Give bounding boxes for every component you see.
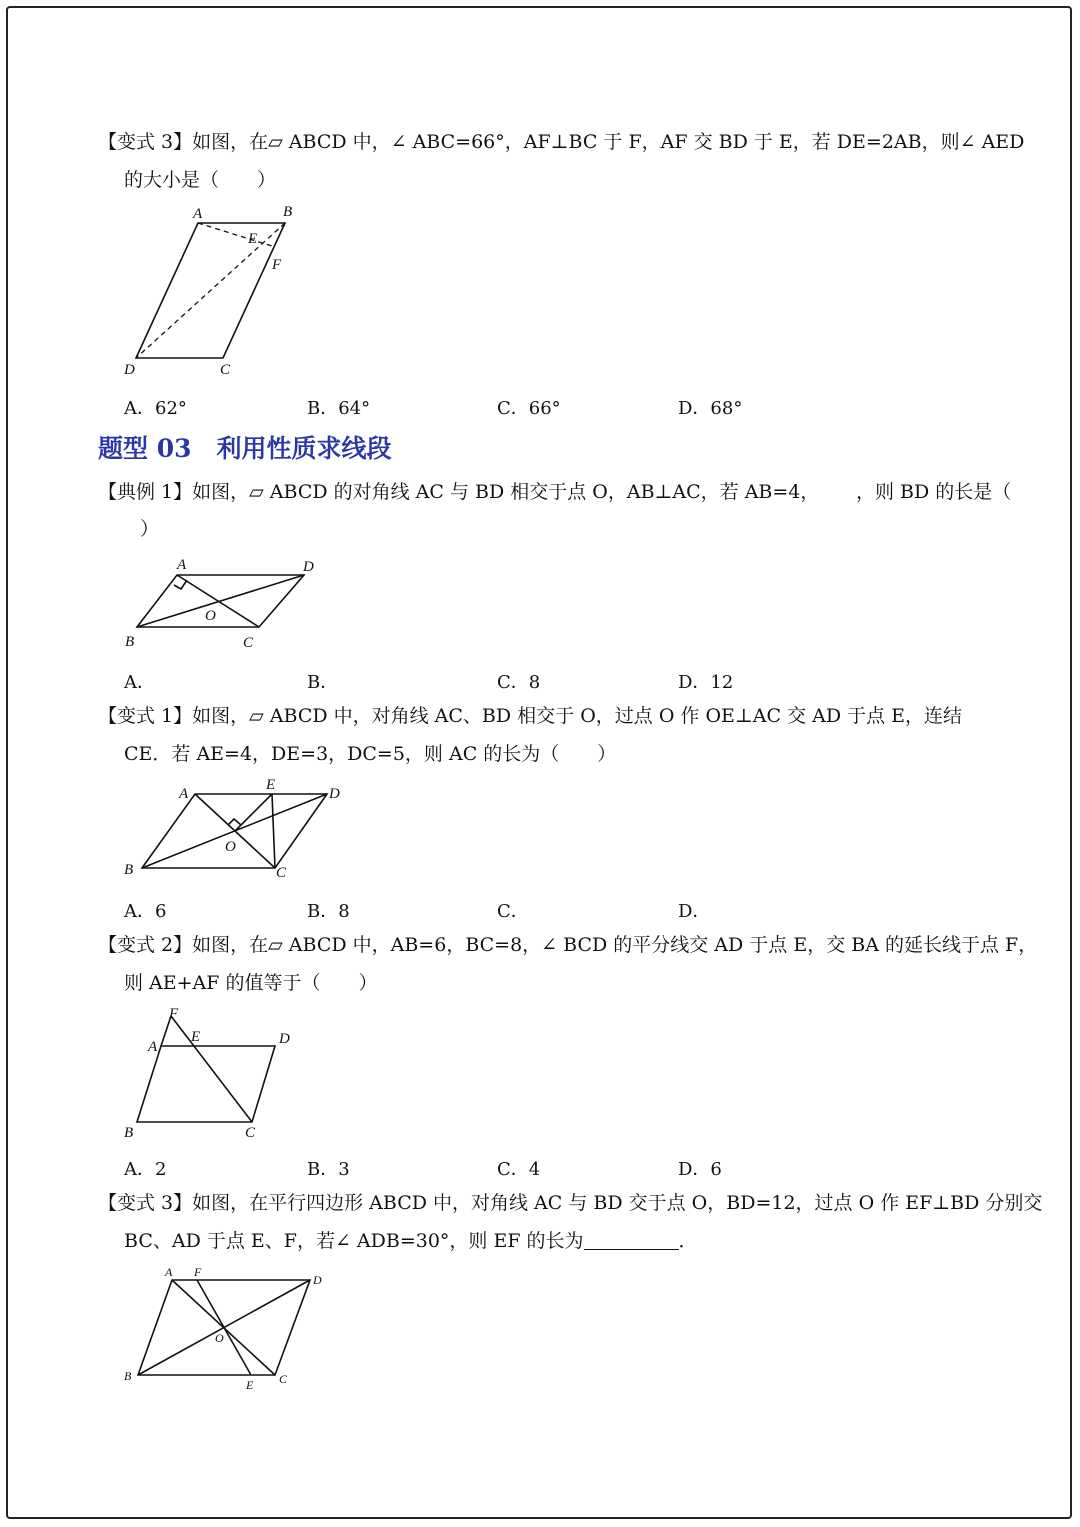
q1-text-line2: 的大小是（ ） — [124, 169, 277, 191]
q1-option-b: B．64° — [307, 398, 371, 419]
q4-option-d: D．6 — [678, 1159, 722, 1180]
q2-option-c: C．8 — [497, 672, 541, 693]
q4-label-d: D — [279, 1031, 290, 1047]
q3-label-e: E — [266, 777, 276, 793]
q3-label-b: B — [124, 862, 134, 878]
q2-label-a: A — [177, 557, 187, 573]
q4-option-a: A．2 — [124, 1159, 167, 1180]
q2-diagonal-bd — [137, 575, 304, 627]
q2-text-line1a: 【典例 1】如图，▱ ABCD 的对角线 AC 与 BD 相交于点 O，AB⊥AC，若 AB=4， — [98, 481, 820, 503]
q2-text-line1b: ，则 BD 的长是（ — [856, 481, 1012, 503]
q3-label-c: C — [276, 865, 287, 881]
q5-label-o: O — [215, 1331, 224, 1345]
q5-figure — [115, 1262, 335, 1397]
q5-label-c: C — [279, 1372, 288, 1386]
q4-label-a: A — [148, 1039, 158, 1055]
q3-segment-ce — [272, 794, 275, 868]
q4-bisector-cf — [171, 1016, 252, 1122]
q5-label-e: E — [246, 1378, 254, 1392]
q5-label-d: D — [313, 1273, 322, 1287]
q2-label-b: B — [125, 634, 135, 650]
q5-text-line2 — [124, 1229, 698, 1253]
q5-text-line2a: BC、AD 于点 E、F，若∠ ADB=30°，则 EF 的长为 — [124, 1230, 584, 1252]
q4-option-c: C．4 — [497, 1159, 541, 1180]
q3-figure — [115, 774, 355, 884]
q3-option-d: D． — [678, 901, 711, 922]
q2-option-b: B． — [307, 672, 339, 693]
q4-figure — [115, 1004, 305, 1144]
q1-label-f: F — [272, 257, 282, 273]
q3-label-o: O — [225, 839, 236, 855]
q2-label-d: D — [303, 559, 314, 575]
q2-option-d: D．12 — [678, 672, 734, 693]
q1-option-c: C．66° — [497, 398, 561, 419]
q3-right-angle-mark — [228, 819, 241, 825]
q4-label-b: B — [124, 1125, 134, 1141]
q5-label-b: B — [124, 1369, 132, 1383]
q5-text-line1: 【变式 3】如图，在平行四边形 ABCD 中，对角线 AC 与 BD 交于点 O，BD=12，过点 O 作 EF⊥BD 分别交 — [98, 1192, 1043, 1214]
section-heading: 题型 03 利用性质求线段 — [98, 434, 392, 463]
q4-label-e: E — [191, 1029, 201, 1045]
q4-label-f: F — [169, 1006, 179, 1022]
q4-text-line1: 【变式 2】如图，在▱ ABCD 中，AB=6，BC=8，∠ BCD 的平分线交 AD 于点 E，交 BA 的延长线于点 F， — [98, 934, 1038, 956]
q2-right-angle-mark — [174, 580, 187, 589]
q3-option-b: B．8 — [307, 901, 350, 922]
q4-parallelogram — [137, 1046, 275, 1122]
q1-label-a: A — [193, 206, 203, 222]
q1-option-a: A．62° — [124, 398, 187, 419]
q1-figure — [115, 200, 315, 380]
q1-label-e: E — [248, 231, 258, 247]
q3-diagonal-bd — [142, 794, 327, 868]
q5-label-a: A — [165, 1265, 173, 1279]
q3-label-a: A — [179, 786, 189, 802]
q5-text-line2b: ． — [678, 1230, 698, 1252]
q3-option-c: C． — [497, 901, 529, 922]
q2-label-c: C — [243, 635, 254, 651]
q1-label-c: C — [220, 362, 231, 378]
q2-label-o: O — [205, 608, 216, 624]
q1-text-line1: 【变式 3】如图，在▱ ABCD 中，∠ ABC=66°，AF⊥BC 于 F，AF 交 BD 于 E，若 DE=2AB，则∠ AED — [98, 131, 1025, 153]
q2-option-a: A． — [124, 672, 155, 693]
q1-label-d: D — [124, 362, 135, 378]
q5-answer-blank — [584, 1231, 679, 1250]
q3-text-line1: 【变式 1】如图，▱ ABCD 中，对角线 AC、BD 相交于 O，过点 O 作 OE⊥AC 交 AD 于点 E，连结 — [98, 705, 963, 727]
q5-segment-ef — [197, 1280, 251, 1375]
q2-figure — [115, 552, 335, 654]
q3-label-d: D — [329, 786, 340, 802]
q1-label-b: B — [283, 204, 293, 220]
q5-label-f: F — [194, 1265, 202, 1279]
q4-label-c: C — [245, 1125, 256, 1141]
q2-text-line2: ） — [140, 518, 160, 540]
q4-text-line2: 则 AE+AF 的值等于（ ） — [124, 972, 378, 994]
q4-option-b: B．3 — [307, 1159, 350, 1180]
q1-option-d: D．68° — [678, 398, 743, 419]
q3-text-line2: CE．若 AE=4，DE=3，DC=5，则 AC 的长为（ ） — [124, 743, 617, 765]
q3-option-a: A．6 — [124, 901, 167, 922]
